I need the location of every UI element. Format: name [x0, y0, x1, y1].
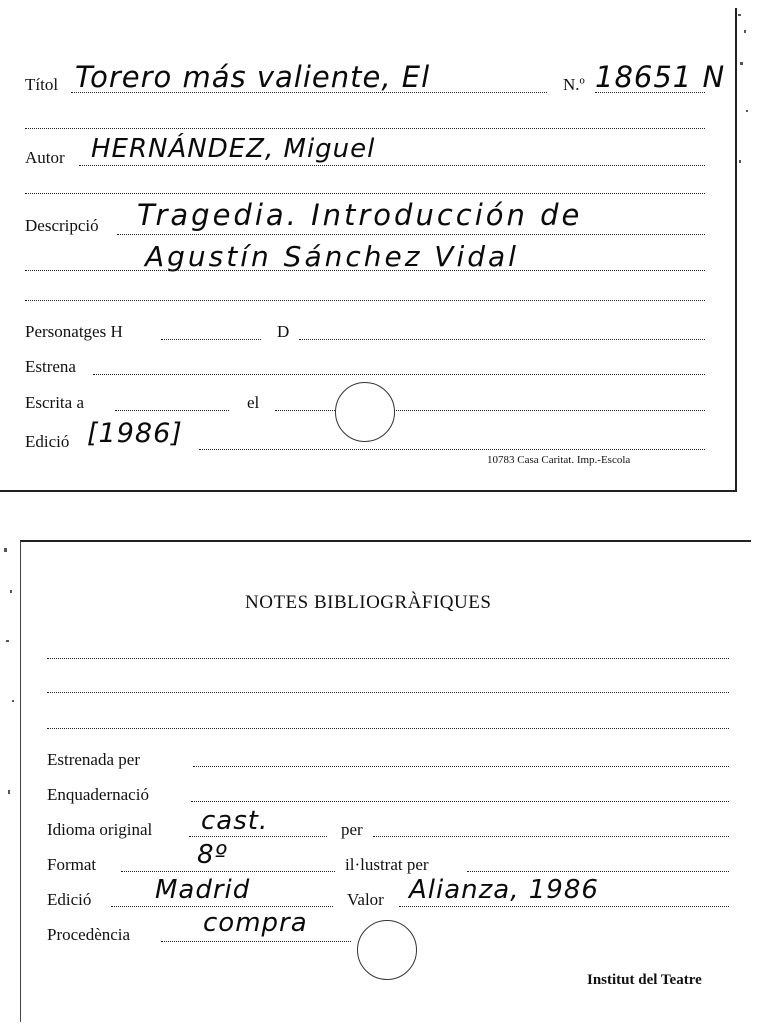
original-language-line [189, 836, 327, 837]
blank-line [25, 128, 705, 129]
premiered-by-label: Estrenada per [47, 750, 140, 769]
binding-label: Enquadernació [47, 785, 149, 804]
value-label: Valor [347, 890, 384, 909]
provenance-line [161, 941, 351, 942]
premiered-by-line [193, 766, 729, 767]
printer-note: 10783 Casa Caritat. Imp.-Escola [487, 454, 631, 466]
catalog-card-notes [20, 540, 751, 1022]
edition-value: [1986] [87, 418, 183, 449]
number-value: 18651 N [595, 60, 726, 94]
per-label: per [341, 820, 363, 839]
author-value: HERNÁNDEZ, Miguel [91, 134, 376, 164]
characters-d-line [299, 339, 705, 340]
provenance-label: Procedència [47, 925, 131, 944]
description-line1: Tragedia. Introducción de [137, 198, 583, 232]
number-label: N.º [563, 75, 585, 94]
punch-hole [335, 382, 395, 442]
value-value: Alianza, 1986 [409, 875, 599, 905]
original-language-value: cast. [201, 806, 269, 836]
format-line [121, 871, 335, 872]
author-label: Autor [25, 148, 65, 167]
written-place-line [115, 410, 229, 411]
illustrated-label: il·lustrat per [345, 855, 429, 874]
scan-speck [746, 110, 748, 112]
description-line2: Agustín Sánchez Vidal [145, 240, 519, 273]
edition-place-line [111, 906, 333, 907]
original-language-label: Idioma original [47, 820, 153, 839]
characters-h-line [161, 339, 261, 340]
author-line [79, 165, 705, 166]
scan-speck [738, 14, 741, 16]
premiere-line [93, 374, 705, 375]
characters-d-label: D [277, 322, 290, 341]
scan-speck [10, 590, 12, 593]
scan-speck [4, 548, 7, 552]
scan-speck [739, 160, 741, 163]
title-label: Títol [25, 75, 59, 94]
scan-speck [8, 790, 10, 794]
description-line [25, 270, 705, 271]
number-line [595, 92, 705, 93]
written-label: Escrita a [25, 393, 84, 412]
title-value: Torero más valiente, El [75, 60, 431, 94]
scan-speck [740, 62, 743, 65]
institution-name: Institut del Teatre [587, 972, 702, 988]
description-label: Descripció [25, 216, 99, 235]
premiere-label: Estrena [25, 357, 76, 376]
scan-speck [6, 640, 9, 642]
provenance-value: compra [203, 908, 308, 938]
illustrated-line [467, 871, 729, 872]
notes-heading: NOTES BIBLIOGRÀFIQUES [245, 592, 492, 613]
binding-line [191, 801, 729, 802]
written-el-label: el [247, 393, 260, 412]
format-label: Format [47, 855, 97, 874]
edition-label: Edició [25, 432, 70, 451]
edition-place-value: Madrid [155, 875, 251, 905]
scan-speck [744, 30, 746, 33]
scan-speck [12, 700, 14, 702]
characters-label: Personatges H [25, 322, 123, 341]
description-line [117, 234, 705, 235]
blank-line [25, 300, 705, 301]
blank-line [47, 692, 729, 693]
edition-line [199, 449, 705, 450]
edition-label-notes: Edició [47, 890, 92, 909]
catalog-card-main [0, 8, 737, 492]
format-value: 8º [197, 840, 228, 870]
punch-hole [357, 920, 417, 980]
blank-line [47, 728, 729, 729]
per-line [373, 836, 729, 837]
blank-line [47, 658, 729, 659]
blank-line [25, 193, 705, 194]
value-line [399, 906, 729, 907]
title-line [71, 92, 547, 93]
